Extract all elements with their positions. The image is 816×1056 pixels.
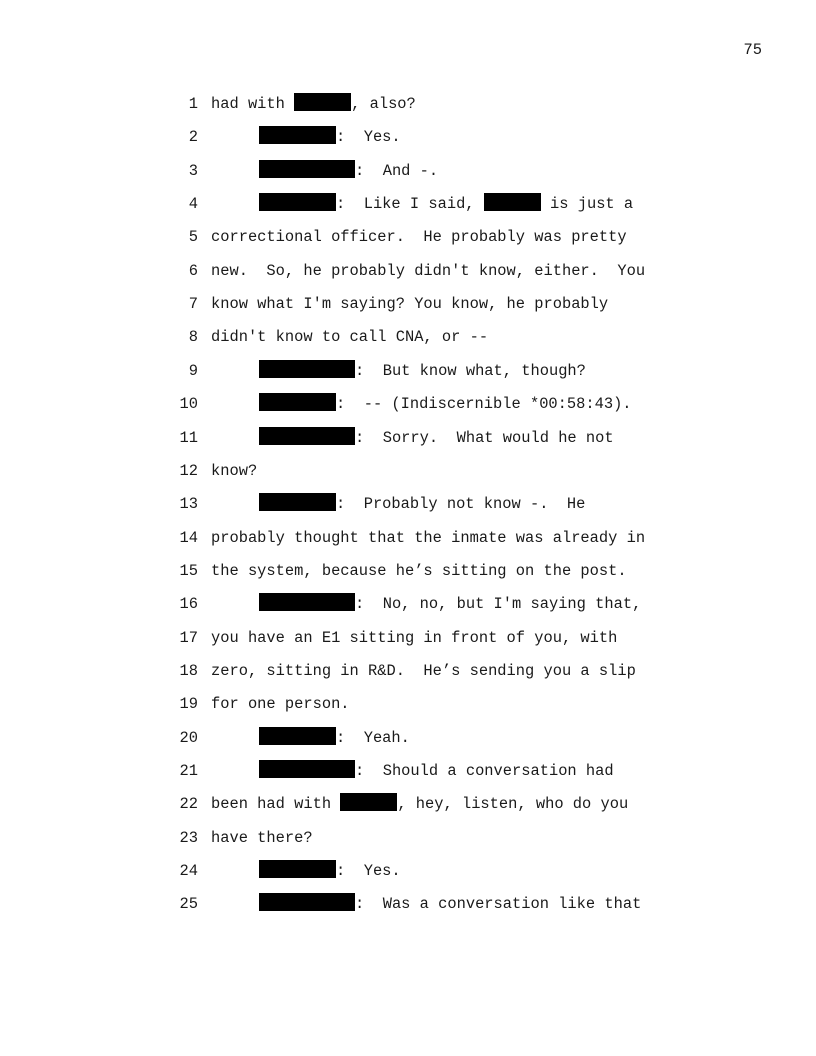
text-segment: : No, no, but I'm saying that, <box>355 595 642 614</box>
line-number: 17 <box>179 628 198 647</box>
line-number: 20 <box>179 728 198 747</box>
text-segment: you have an E1 sitting in front of you, with <box>211 628 618 647</box>
line-text <box>259 492 585 516</box>
page-number: 75 <box>743 41 762 59</box>
line-number: 16 <box>179 595 198 614</box>
line-text <box>211 659 636 683</box>
text-segment: : -- (Indiscernible *00:58:43). <box>336 395 632 414</box>
text-segment: have there? <box>211 828 313 847</box>
line-number: 3 <box>188 161 198 180</box>
text-segment: correctional officer. He probably was pretty <box>211 228 627 247</box>
redaction-block <box>340 793 397 811</box>
line-text <box>259 426 614 450</box>
line-text <box>259 359 586 383</box>
redaction-block <box>259 393 336 411</box>
text-segment: had with <box>211 95 295 113</box>
line-text <box>211 225 627 249</box>
redaction-block <box>259 760 355 778</box>
text-segment: : But know what, though? <box>355 361 586 380</box>
line-text <box>211 92 416 116</box>
text-segment: : Yeah. <box>336 728 410 747</box>
redaction-block <box>259 427 355 445</box>
redaction-block <box>484 193 541 211</box>
line-number: 15 <box>179 561 198 580</box>
text-segment: is just a <box>540 195 634 214</box>
line-number: 11 <box>179 428 198 447</box>
line-text <box>259 159 438 183</box>
redaction-block <box>259 360 355 378</box>
text-segment: for one person. <box>211 695 350 714</box>
line-number: 8 <box>188 328 198 347</box>
redaction-block <box>259 893 355 911</box>
text-segment: : Should a conversation had <box>355 762 614 780</box>
redaction-block <box>259 860 336 878</box>
line-number: 4 <box>188 195 198 214</box>
line-number: 19 <box>179 695 198 714</box>
text-segment: : Was a conversation like that <box>355 895 642 914</box>
line-number: 25 <box>179 895 198 914</box>
line-text <box>211 526 645 550</box>
line-text <box>259 392 632 416</box>
text-segment: know what I'm saying? You know, he probably <box>211 295 609 314</box>
line-text <box>211 792 628 816</box>
line-number: 2 <box>188 128 198 147</box>
line-text <box>211 559 627 583</box>
redaction-block <box>259 160 355 178</box>
text-segment: know? <box>211 461 258 480</box>
redaction-block <box>259 193 336 211</box>
text-segment: : And -. <box>355 161 439 180</box>
text-segment: the system, because he’s sitting on the post. <box>211 561 627 580</box>
line-number: 21 <box>179 762 198 780</box>
line-number: 9 <box>188 361 198 380</box>
text-segment: probably thought that the inmate was already in <box>211 528 646 547</box>
line-text <box>259 859 401 883</box>
line-number: 6 <box>188 261 198 280</box>
line-text <box>211 292 608 316</box>
text-segment: been had with <box>211 795 341 814</box>
line-number: 13 <box>179 495 198 514</box>
redaction-block <box>259 593 355 611</box>
line-text <box>259 892 641 916</box>
line-text <box>211 626 617 650</box>
text-segment: , also? <box>351 95 416 113</box>
text-segment: new. So, he probably didn't know, either. You <box>211 261 646 280</box>
line-number: 24 <box>179 862 198 881</box>
line-text <box>259 125 401 149</box>
line-number: 1 <box>188 95 198 113</box>
line-number: 18 <box>179 661 198 680</box>
redaction-block <box>294 93 351 111</box>
line-number: 14 <box>179 528 198 547</box>
line-text <box>259 726 410 750</box>
text-segment: : Probably not know -. He <box>336 495 586 514</box>
redaction-block <box>259 126 336 144</box>
text-segment: didn't know to call CNA, or -- <box>211 328 489 347</box>
line-number: 5 <box>188 228 198 247</box>
line-text <box>259 592 641 616</box>
line-text <box>259 192 633 216</box>
text-segment: : Yes. <box>336 128 401 147</box>
line-number: 22 <box>179 795 198 814</box>
line-number: 12 <box>179 461 198 480</box>
redaction-block <box>259 493 336 511</box>
text-segment: : Sorry. What would he not <box>355 428 614 447</box>
text-segment: : Yes. <box>336 862 401 881</box>
line-number: 23 <box>179 828 198 847</box>
line-text <box>211 692 350 716</box>
line-text <box>259 759 614 783</box>
text-segment: , hey, listen, who do you <box>397 795 629 814</box>
line-text <box>211 325 488 349</box>
line-number: 7 <box>188 295 198 314</box>
text-segment: : Like I said, <box>336 195 484 214</box>
redaction-block <box>259 727 336 745</box>
line-text <box>211 459 257 483</box>
line-text <box>211 826 313 850</box>
line-text <box>211 259 645 283</box>
line-number: 10 <box>179 395 198 414</box>
text-segment: zero, sitting in R&D. He’s sending you a slip <box>211 661 636 680</box>
